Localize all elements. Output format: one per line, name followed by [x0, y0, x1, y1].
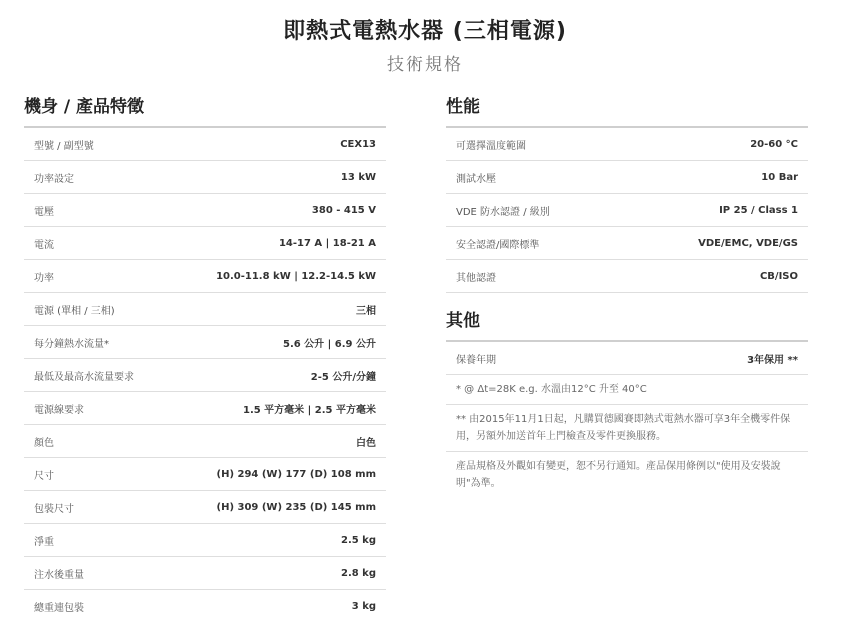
- spec-label: 電源 (單相 / 三相): [34, 305, 115, 317]
- spec-label: 電源線要求: [34, 404, 84, 416]
- spec-label: 型號 / 副型號: [34, 140, 94, 152]
- spec-value: 13 kW: [340, 171, 376, 183]
- spec-row: [24, 161, 386, 194]
- warranty-label: 保養年期: [456, 354, 496, 366]
- spec-row: [24, 458, 386, 491]
- spec-label: 總重連包裝: [34, 602, 84, 614]
- spec-value: CEX13: [340, 138, 376, 150]
- spec-value: 三相: [356, 305, 376, 317]
- body-features-section: [24, 94, 386, 622]
- spec-label: 其他認證: [456, 272, 496, 284]
- spec-value: 14-17 A | 18-21 A: [278, 237, 376, 249]
- spec-label: 顏色: [34, 437, 54, 449]
- spec-value: IP 25 / Class 1: [719, 204, 798, 216]
- spec-label: 功率設定: [34, 173, 74, 185]
- spec-row: [24, 293, 386, 326]
- warranty-row: [446, 342, 808, 375]
- spec-row: [24, 128, 386, 161]
- spec-row: [24, 491, 386, 524]
- section-title-performance: 性能: [446, 94, 808, 128]
- spec-value: CB/ISO: [759, 270, 798, 282]
- warranty-value: 3年保用 **: [747, 354, 798, 366]
- spec-label: 淨重: [34, 536, 54, 548]
- spec-label: 最低及最高水流量要求: [34, 371, 134, 383]
- spec-label: 電壓: [34, 206, 54, 218]
- spec-row: [24, 425, 386, 458]
- spec-row: [446, 161, 808, 194]
- spec-value: 20-60 °C: [750, 138, 798, 150]
- spec-row: [24, 359, 386, 392]
- spec-row: [24, 260, 386, 293]
- spec-label: 每分鐘熱水流量*: [34, 338, 109, 350]
- spec-row: [24, 590, 386, 622]
- spec-value: (H) 294 (W) 177 (D) 108 mm: [216, 468, 376, 480]
- spec-value: 1.5 平方毫米 | 2.5 平方毫米: [242, 404, 376, 416]
- spec-row: [24, 557, 386, 590]
- spec-label: 注水後重量: [34, 569, 84, 581]
- spec-value: (H) 309 (W) 235 (D) 145 mm: [216, 501, 376, 513]
- spec-row: [446, 227, 808, 260]
- spec-label: 測試水壓: [456, 173, 496, 185]
- spec-label: 安全認證/國際標準: [456, 239, 540, 251]
- spec-value: 380 - 415 V: [311, 204, 376, 216]
- spec-value: 5.6 公升 | 6.9 公升: [282, 338, 376, 350]
- spec-row: [24, 392, 386, 425]
- spec-label: 功率: [34, 272, 54, 284]
- page-subtitle: 技術規格: [387, 55, 463, 75]
- spec-row: [446, 194, 808, 227]
- spec-value: VDE/EMC, VDE/GS: [698, 237, 798, 249]
- spec-value: 10 Bar: [761, 171, 798, 183]
- spec-row: [446, 260, 808, 293]
- spec-value: 2-5 公升/分鐘: [310, 371, 376, 383]
- spec-value: 2.5 kg: [340, 534, 376, 546]
- spec-label: 尺寸: [34, 470, 54, 482]
- spec-value: 3 kg: [351, 600, 376, 612]
- spec-row: [24, 227, 386, 260]
- spec-value: 2.8 kg: [340, 567, 376, 579]
- spec-label: 可選擇溫度範圍: [456, 140, 526, 152]
- page-title: 即熱式電熱水器 (三相電源): [283, 19, 567, 44]
- spec-label: 電流: [34, 239, 54, 251]
- spec-value: 白色: [356, 437, 376, 449]
- footnote-flow-rate: * @ Δt=28K e.g. 水溫由12°C 升至 40°C: [446, 375, 808, 405]
- spec-row: [24, 326, 386, 359]
- section-title-body-features: 機身 / 產品特徵: [24, 94, 386, 128]
- spec-value: 10.0-11.8 kW | 12.2-14.5 kW: [216, 270, 376, 282]
- spec-label: 包裝尺寸: [34, 503, 74, 515]
- spec-row: [24, 194, 386, 227]
- section-title-other: 其他: [446, 308, 808, 342]
- disclaimer-note: 產品規格及外觀如有變更，恕不另行通知。產品保用條例以"使用及安裝說明"為準。: [456, 461, 781, 489]
- spec-row: [24, 524, 386, 557]
- spec-label: VDE 防水認證 / 級別: [456, 206, 550, 218]
- spec-row: [446, 128, 808, 161]
- right-column: [446, 94, 808, 498]
- footnote-warranty: ** 由2015年11月1日起，凡購買德國賽即熱式電熱水器可享3年全機零件保用，另額外加送首年上門檢查及零件更換服務。: [446, 405, 808, 452]
